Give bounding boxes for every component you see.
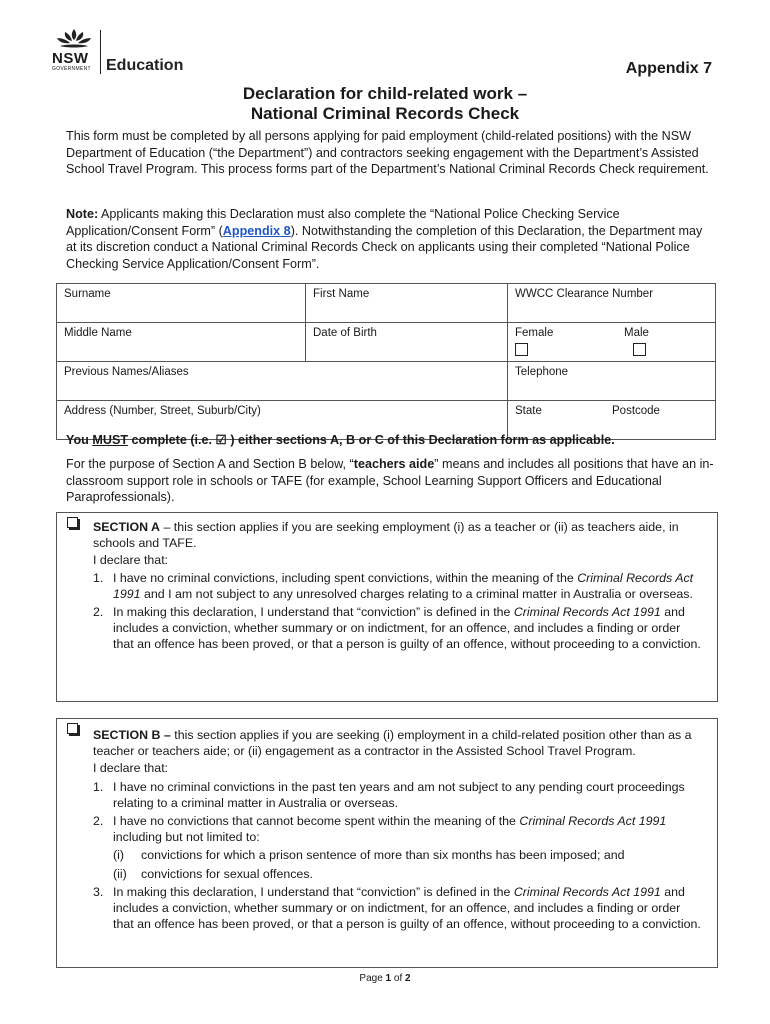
item-italic: Criminal Records Act 1991 [519, 814, 667, 829]
document-title-line2: National Criminal Records Check [250, 104, 520, 123]
footer-page-word: Page [359, 973, 386, 984]
applicant-details-table [56, 283, 716, 440]
item-text: and includes a conviction, whether summary or on indictment, for an offence, and includes a finding or order that an offence has been proved, or that a person is guilty of an offence, without proceeding to a conviction. [113, 884, 701, 932]
note-label: Note: [66, 207, 99, 221]
dob-label: Date of Birth [313, 327, 377, 339]
wwcc-field[interactable] [508, 284, 716, 323]
section-a-item-1 [93, 570, 703, 602]
item-text: In making this declaration, I understand that “conviction” is defined in the [113, 884, 514, 899]
subitem-number: (ii) [113, 866, 127, 881]
postcode-label: Postcode [612, 405, 660, 417]
section-b-item-3 [93, 884, 703, 933]
section-b-box [56, 718, 718, 968]
item-text: and includes a conviction, whether summary or on indictment, for an offence, and includes a finding or order that an offence has been proved, or that a person is guilty of an offence, without proceeding to a conviction. [113, 605, 701, 652]
section-b-item-2 [93, 813, 703, 845]
section-a-box [56, 512, 718, 702]
previous-names-field[interactable] [57, 362, 508, 401]
male-checkbox[interactable] [633, 343, 646, 356]
section-b-subitem-ii [93, 866, 703, 882]
wwcc-label: WWCC Clearance Number [515, 288, 654, 300]
male-label: Male [624, 327, 649, 339]
logo-divider [100, 30, 101, 74]
intro-paragraph: This form must be completed by all persons applying for paid employment (child-related positions) with the NSW Department of Education (“the Department”) and contractors seeking engagement with the Department’s Assisted School Travel Program. This process forms part of the Department’s National Criminal Records Check requirement. [66, 129, 709, 177]
surname-field[interactable] [57, 284, 306, 323]
telephone-label: Telephone [515, 366, 569, 378]
item-italic: Criminal Records Act 1991 [513, 884, 661, 899]
item-text: I have no criminal convictions, including spent convictions, within the meaning of the [113, 570, 578, 585]
must-pre: You [66, 433, 93, 447]
middle-name-label: Middle Name [64, 327, 132, 339]
section-b-declare: I declare that: [93, 761, 169, 776]
item-text: In making this declaration, I understand that “conviction” is defined in the [113, 605, 514, 620]
item-number: 2. [93, 814, 104, 829]
section-b-intro: this section applies if you are seeking (i) employment in a child-related position other than as a teacher or teachers aide; or (ii) engagement as a contractor in the Assisted School Travel Program. [93, 728, 692, 759]
first-name-field[interactable] [306, 284, 508, 323]
item-number: 3. [93, 884, 104, 899]
section-a-label: SECTION A [93, 520, 161, 534]
item-number: 1. [93, 570, 104, 585]
middle-name-field[interactable] [57, 323, 306, 362]
item-text: I have no convictions that cannot become spent within the meaning of the [113, 814, 520, 829]
document-title-line1: Declaration for child-related work – [242, 84, 528, 103]
surname-label: Surname [64, 288, 111, 300]
section-a-intro: – this section applies if you are seeking employment (i) as a teacher or (ii) as teachers aide, in schools and TAFE. [93, 520, 679, 551]
section-a-content [93, 519, 703, 653]
footer-page-number: 1 [385, 973, 392, 984]
section-b-item-1 [93, 779, 703, 811]
teachers-aide-definition [66, 456, 716, 506]
nsw-education-logo [48, 28, 198, 78]
purpose-bold: teachers aide [353, 457, 435, 471]
footer-page-total: 2 [405, 973, 411, 984]
appendix-label: Appendix 7 [625, 60, 712, 77]
section-b-content [93, 727, 703, 932]
section-a-item-2 [93, 604, 703, 653]
item-italic: Criminal Records Act 1991 [113, 570, 694, 601]
item-italic: Criminal Records Act 1991 [513, 605, 661, 620]
note-paragraph [66, 206, 716, 272]
state-label: State [515, 405, 542, 417]
item-text: I have no criminal convictions in the past ten years and am not subject to any pending court proceedings relating to a criminal matter in Australia or overseas. [113, 779, 685, 810]
item-text: including but not limited to: [113, 830, 260, 845]
female-checkbox[interactable] [515, 343, 528, 356]
tick-icon: ☑ [215, 433, 227, 447]
telephone-field[interactable] [508, 362, 716, 401]
note-text-1: Applicants making this Declaration must also complete the “National Police Checking Service Application/Consent Form” ( [66, 207, 620, 238]
section-b-subitem-i [93, 847, 703, 863]
item-number: 1. [93, 779, 104, 794]
footer-of-word: of [391, 973, 406, 984]
address-label: Address (Number, Street, Suburb/City) [64, 405, 261, 417]
first-name-label: First Name [313, 288, 370, 300]
appendix-8-link[interactable]: Appendix 8 [222, 223, 291, 238]
note-text-2: ). Notwithstanding the completion of this Declaration, the Department may at its discretion conduct a National Criminal Records Check on applicants using their completed “National Police Checking Service Application/Consent Form”. [66, 223, 703, 271]
logo-government-text: GOVERNMENT [52, 66, 91, 72]
page-number-footer [0, 973, 770, 984]
dob-field[interactable] [306, 323, 508, 362]
subitem-text: convictions for sexual offences. [141, 866, 313, 881]
item-number: 2. [93, 605, 104, 620]
must-complete-instruction [66, 432, 716, 449]
subitem-text: convictions for which a prison sentence of more than six months has been imposed; and [141, 848, 625, 863]
waratah-icon [54, 28, 94, 50]
must-word: MUST [92, 433, 129, 447]
item-text: and I am not subject to any unresolved charges relating to a criminal matter in Australia or overseas. [140, 586, 693, 601]
section-a-declare: I declare that: [93, 553, 169, 568]
purpose-post: ” means and includes all positions that have an in-classroom support role in schools or TAFE (for example, School Learning Support Officers and Educational Paraprofessionals). [66, 457, 714, 505]
must-post: ) either sections A, B or C of this Declaration form as applicable. [226, 433, 615, 447]
female-label: Female [515, 327, 554, 339]
section-b-label: SECTION B – [93, 728, 171, 742]
previous-names-label: Previous Names/Aliases [64, 366, 189, 378]
section-b-checkbox[interactable] [67, 723, 78, 734]
logo-education-text: Education [106, 57, 184, 74]
logo-nsw-text: NSW [52, 50, 89, 67]
subitem-number: (i) [113, 848, 125, 863]
must-mid: complete (i.e. [128, 433, 216, 447]
purpose-pre: For the purpose of Section A and Section B below, “ [66, 457, 354, 471]
gender-cell [508, 323, 716, 362]
section-a-checkbox[interactable] [67, 517, 78, 528]
